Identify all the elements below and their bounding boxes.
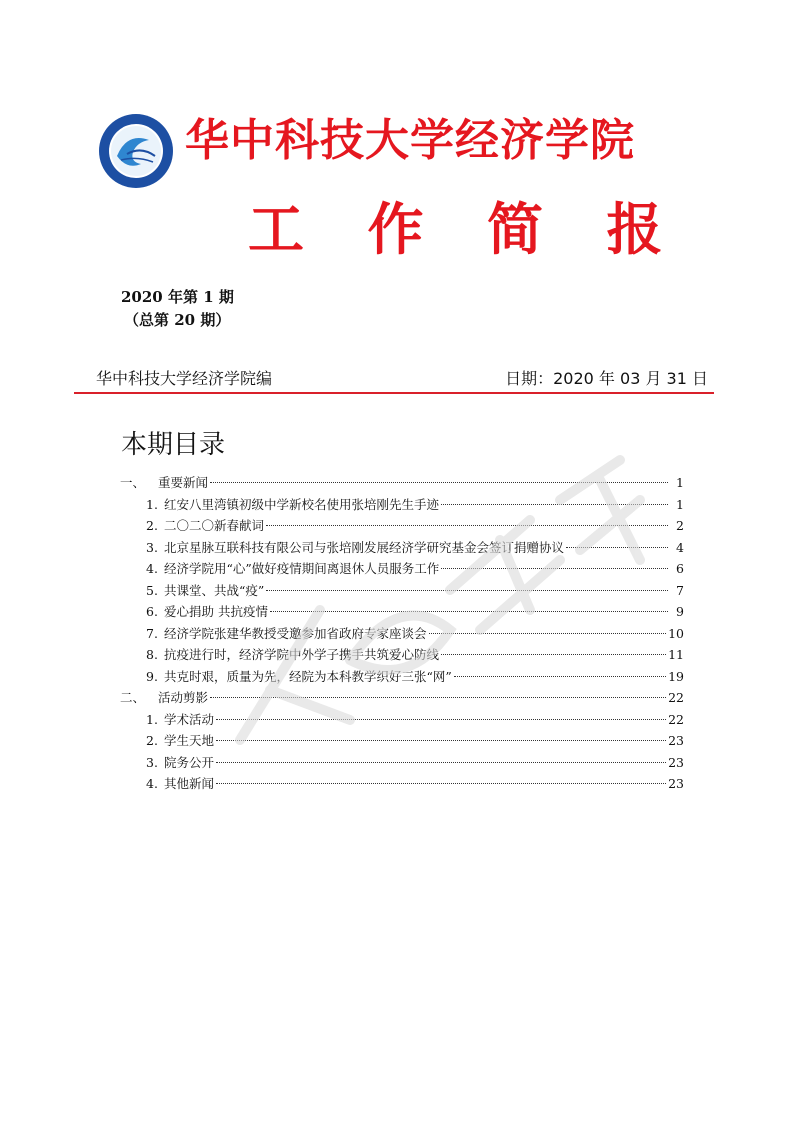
toc-entry-title: 共克时艰，质量为先，经院为本科教学织好三张“网” [164,668,452,684]
toc-entry-title: 院务公开 [164,754,215,770]
toc-page-number: 9 [676,604,684,619]
toc-page-number: 4 [676,539,684,555]
toc-page-number: 22 [668,690,684,705]
publication-header [96,366,708,390]
toc-entry-title: 重要新闻 [158,475,209,490]
toc-entry-number: 2. [146,733,158,748]
toc-dot-leader [454,676,666,677]
toc-dot-leader [270,611,668,612]
toc-dot-leader [429,633,667,634]
toc-dot-leader [210,482,668,483]
toc-entry-title: 红安八里湾镇初级中学新校名使用张培刚先生手迹 [164,496,440,512]
toc-entry-number: 二、 [120,690,146,705]
toc-entry-title: 爱心捐助 共抗疫情 [164,604,268,619]
toc-entry-number: 9. [146,668,158,684]
toc-item-row[interactable] [120,752,684,774]
toc-page-number: 19 [668,668,684,684]
toc-page-number: 2 [676,518,684,533]
toc-page-number: 22 [668,711,684,727]
toc-dot-leader [266,525,668,526]
toc-dot-leader [216,740,666,741]
toc-entry-number: 1. [146,711,158,727]
toc-dot-leader [216,783,666,784]
header-divider [74,392,714,394]
toc-item-row[interactable] [120,515,684,537]
school-logo [97,112,175,190]
toc-entry-title: 共课堂、共战“疫” [164,582,265,598]
toc-item-row[interactable] [120,537,684,559]
toc-entry-title: 学术活动 [164,711,215,727]
toc-entry-number: 7. [146,625,158,641]
toc-entry-number: 4. [146,776,158,791]
toc-entry-title: 经济学院用“心”做好疫情期间离退休人员服务工作 [164,561,440,576]
publication-date: 日期：2020 年 03 月 31 日 [505,369,708,388]
toc-entry-number: 8. [146,647,158,662]
toc-dot-leader [266,590,668,591]
publication-title: 工 作 简 报 [248,198,685,263]
toc-dot-leader [441,654,666,655]
toc-dot-leader [210,697,666,698]
toc-entry-number: 2. [146,518,158,533]
total-issue-number: （总第 20 期） [124,311,231,329]
toc-page-number: 11 [668,647,684,662]
toc-item-row[interactable] [120,773,684,795]
toc-entry-title: 活动剪影 [158,690,209,705]
toc-heading: 本期目录 [121,430,226,460]
toc-page-number: 6 [676,561,684,576]
toc-entry-title: 北京星脉互联科技有限公司与张培刚发展经济学研究基金会签订捐赠协议 [164,539,565,555]
toc-item-row[interactable] [120,709,684,731]
toc-page-number: 10 [668,625,684,641]
toc-entry-number: 6. [146,604,158,619]
toc-dot-leader [441,568,668,569]
toc-entry-number: 1. [146,496,158,512]
toc-item-row[interactable] [120,580,684,602]
toc-item-row[interactable] [120,601,684,623]
toc-item-row[interactable] [120,644,684,666]
toc-entry-title: 二〇二〇新春献词 [164,518,265,533]
toc-item-row[interactable] [120,558,684,580]
toc-entry-number: 3. [146,754,158,770]
toc-dot-leader [216,719,666,720]
toc-entry-title: 其他新闻 [164,776,215,791]
toc-page-number: 7 [676,582,684,598]
toc-section-row[interactable] [120,472,684,494]
toc-section-row[interactable] [120,687,684,709]
toc-item-row[interactable] [120,730,684,752]
toc-dot-leader [441,504,668,505]
toc-dot-leader [216,762,666,763]
table-of-contents [120,472,684,795]
toc-entry-title: 学生天地 [164,733,215,748]
toc-entry-number: 5. [146,582,158,598]
toc-page-number: 23 [668,733,684,748]
toc-entry-number: 一、 [120,475,146,490]
toc-page-number: 1 [676,475,684,490]
toc-dot-leader [566,547,668,548]
school-name-title: 华中科技大学经济学院 [185,115,635,166]
toc-entry-title: 经济学院张建华教授受邀参加省政府专家座谈会 [164,625,427,641]
toc-entry-title: 抗疫进行时，经济学院中外学子携手共筑爱心防线 [164,647,440,662]
toc-page-number: 23 [668,776,684,791]
toc-entry-number: 4. [146,561,158,576]
toc-page-number: 1 [676,496,684,512]
toc-entry-number: 3. [146,539,158,555]
toc-item-row[interactable] [120,494,684,516]
editor-label: 华中科技大学经济学院编 [96,369,273,388]
issue-number: 2020 年第 1 期 [121,288,234,306]
toc-page-number: 23 [668,754,684,770]
toc-item-row[interactable] [120,666,684,688]
toc-item-row[interactable] [120,623,684,645]
